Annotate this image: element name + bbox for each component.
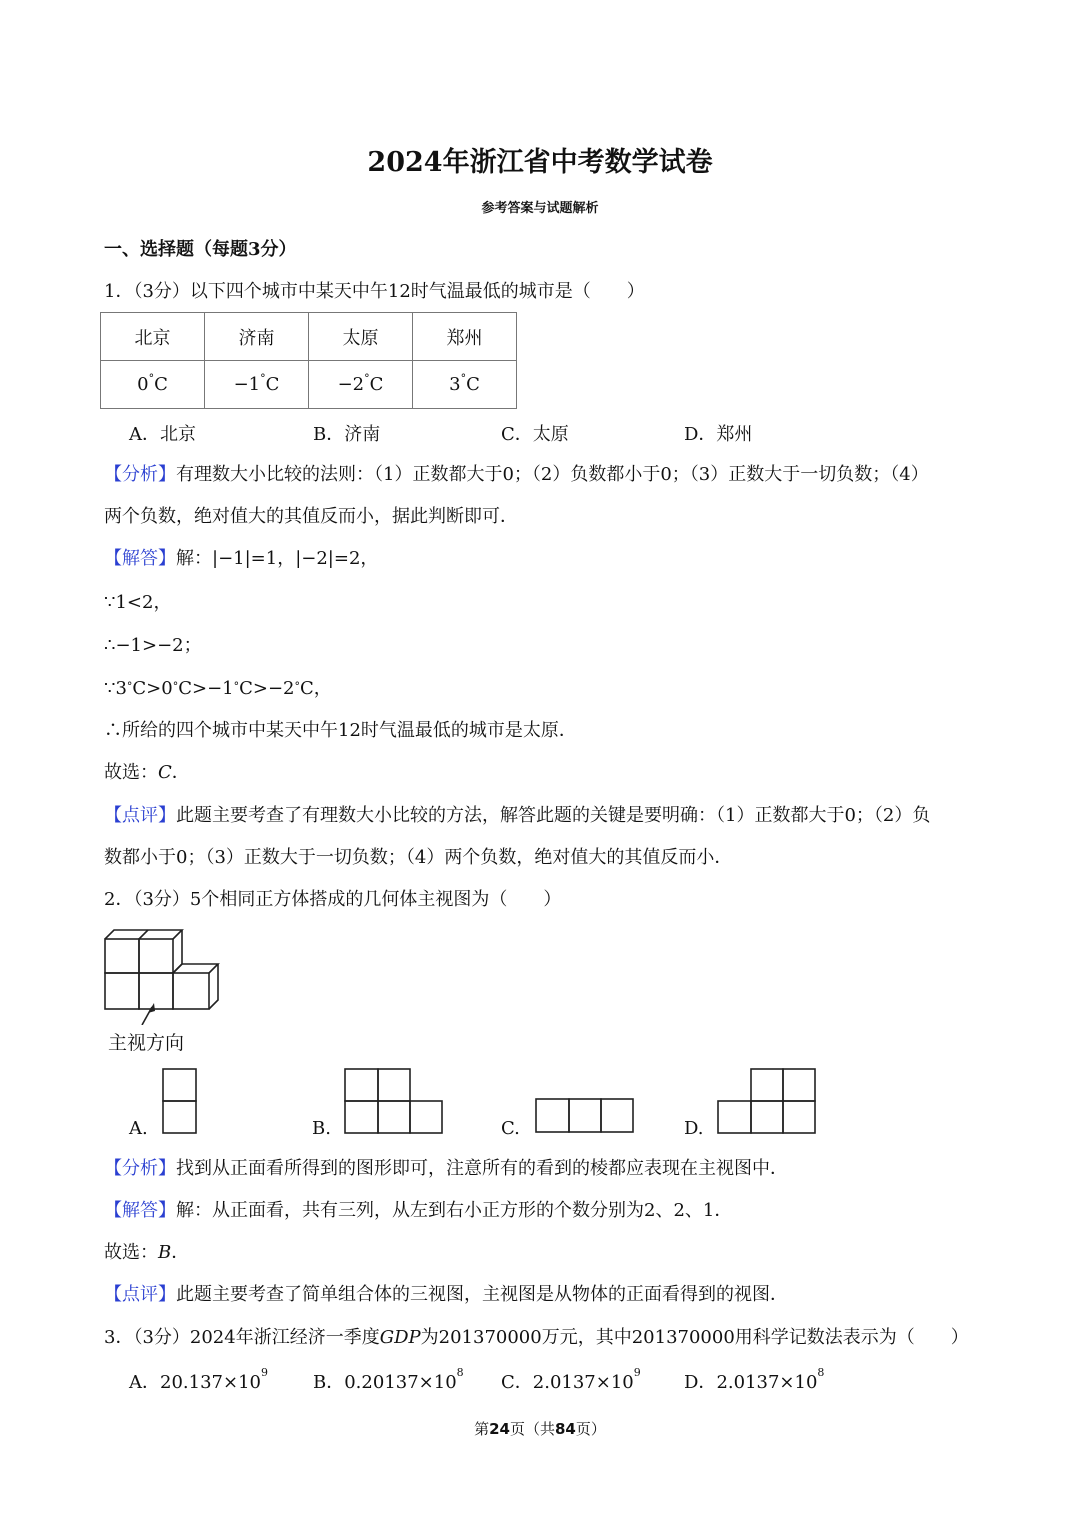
page-title: 2024年浙江省中考数学试卷 — [367, 147, 713, 178]
q1-answer-line: ∴−1>−2； — [104, 635, 202, 656]
q2-comment: 【点评】此题主要考查了简单组合体的三视图，主视图是从物体的正面看得到的视图． — [104, 1284, 788, 1305]
q2-option-c-figure — [533, 1096, 637, 1136]
q2-option-c-label: C. — [501, 1118, 520, 1139]
page-footer: 第24页（共84页） — [474, 1420, 606, 1438]
q3-stem: 3．（3分）2024年浙江经济一季度GDP为201370000万元，其中201370000用科学记数法表示为（ ） — [104, 1327, 969, 1348]
q1-option-c: C．太原 — [501, 424, 569, 445]
q1-answer-line: ∴所给的四个城市中某天中午12时气温最低的城市是太原． — [104, 720, 577, 741]
q1-comment: 【点评】此题主要考查了有理数大小比较的方法，解答此题的关键是要明确：（1）正数都大于0；（2）负 — [104, 805, 931, 826]
cube-figure — [100, 925, 230, 1025]
q1-analysis-cont: 两个负数，绝对值大的其值反而小，据此判断即可． — [104, 506, 518, 527]
table-city: 北京 — [101, 313, 205, 361]
q3-option-b: B．$0.20137\times 10^8$ — [313, 1366, 464, 1393]
table-temp: −1°C — [205, 361, 309, 409]
q2-answer: 【解答】解：从正面看，共有三列，从左到右小正方形的个数分别为2、2、1． — [104, 1200, 733, 1221]
table-city: 太原 — [309, 313, 413, 361]
temperature-table — [100, 312, 517, 409]
q1-comment-cont: 数都小于0；（3）正数大于一切负数；（4）两个负数，绝对值大的其值反而小． — [104, 847, 733, 868]
q1-answer-line: ∵3°C>0°C>−1°C>−2°C， — [104, 678, 332, 699]
page-subtitle: 参考答案与试题解析 — [481, 201, 599, 216]
q2-option-b-figure — [342, 1066, 446, 1136]
q3-option-c: C．$2.0137\times 10^9$ — [501, 1366, 641, 1393]
table-temp: −2°C — [309, 361, 413, 409]
q1-option-a: A．北京 — [129, 424, 196, 445]
table-city: 济南 — [205, 313, 309, 361]
q1-option-d: D．郑州 — [684, 424, 753, 445]
q2-option-a-figure — [160, 1066, 200, 1136]
answer-tag: 【解答】 — [104, 1200, 176, 1221]
table-temp: 3°C — [413, 361, 517, 409]
table-temp: 0°C — [101, 361, 205, 409]
q1-choice: 故选：C． — [104, 762, 190, 783]
q2-option-b-label: B. — [312, 1118, 331, 1139]
analysis-tag: 【分析】 — [104, 464, 176, 485]
q2-choice: 故选：B． — [104, 1242, 190, 1263]
q1-stem: 1．（3分）以下四个城市中某天中午12时气温最低的城市是（ ） — [104, 281, 645, 302]
q2-option-a-label: A. — [129, 1118, 148, 1139]
answer-tag: 【解答】 — [104, 548, 176, 569]
q2-stem: 2．（3分）5个相同正方体搭成的几何体主视图为（ ） — [104, 889, 562, 910]
q2-option-d-label: D. — [684, 1118, 704, 1139]
comment-tag: 【点评】 — [104, 805, 176, 826]
q1-answer-line: ∵1<2， — [104, 592, 172, 613]
q1-option-b: B．济南 — [313, 424, 381, 445]
q1-analysis: 【分析】有理数大小比较的法则：（1）正数都大于0；（2）负数都小于0；（3）正数大于一切负数；（4） — [104, 464, 929, 485]
q2-option-d-figure — [715, 1066, 819, 1136]
analysis-tag: 【分析】 — [104, 1158, 176, 1179]
q3-option-d: D．$2.0137\times 10^8$ — [684, 1366, 825, 1393]
q2-analysis: 【分析】找到从正面看所得到的图形即可，注意所有的看到的棱都应表现在主视图中． — [104, 1158, 788, 1179]
view-direction-label: 主视方向 — [108, 1032, 185, 1054]
section-heading: 一、选择题（每题3分） — [104, 239, 297, 260]
table-city: 郑州 — [413, 313, 517, 361]
comment-tag: 【点评】 — [104, 1284, 176, 1305]
q1-answer: 【解答】解：|−1|=1，|−2|=2， — [104, 548, 379, 569]
q3-option-a: A．$20.137\times 10^9$ — [129, 1366, 268, 1393]
